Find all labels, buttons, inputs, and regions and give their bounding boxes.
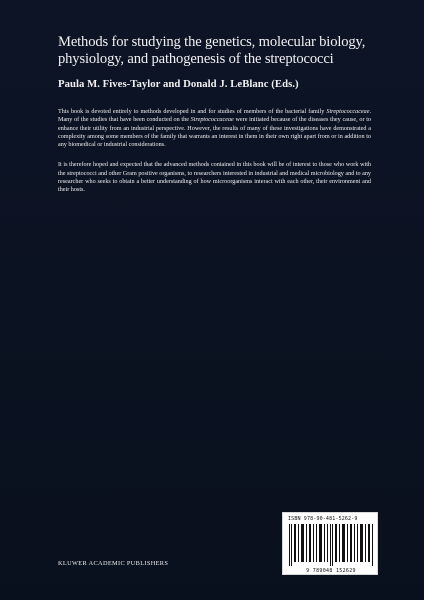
- family-name-italic-1: Streptococcaceae: [326, 109, 370, 115]
- paragraph-1-text-end: were initiated because of the diseases they cause, or to enhance their utility from an industrial perspective. However, the results of many of these investigations have demonstrated a complexity among some members of the family that warrants an interest in them in their own right apart from or in addition to any biomedical or industrial considerations.: [58, 117, 372, 149]
- book-title: Methods for studying the genetics, molecular biology, physiology, and pathogenesis of the streptococci: [58, 34, 366, 67]
- paragraph-1-text-middle: . Many of the studies that have been conducted on the: [58, 109, 371, 124]
- barcode-number: 9 789048 152629: [306, 568, 356, 574]
- family-name-italic-2: Streptococcaceae: [190, 117, 234, 124]
- isbn-barcode: [282, 512, 378, 575]
- isbn-label: ISBN 978-90-481-5262-9: [288, 516, 358, 522]
- description-paragraph-2: It is therefore hoped and expected that the advanced methods contained in this book will be of interest to those who work with the streptococci and other Gram positive organisms, to researchers interested in industrial and medical microbiology and to any researcher who seeks to obtain a better understanding of how microorganisms interact with each other, their environment and their hosts.: [58, 162, 371, 194]
- back-cover-description: [58, 108, 371, 207]
- description-paragraph-1: [58, 108, 371, 149]
- publisher-name: KLUWER ACADEMIC PUBLISHERS: [58, 560, 169, 567]
- paragraph-1-text-start: This book is devoted entirely to methods developed in and for studies of members of the bacterial family: [58, 109, 327, 115]
- barcode-bars: [287, 524, 375, 566]
- book-authors: Paula M. Fives-Taylor and Donald J. LeBlanc (Eds.): [58, 78, 299, 90]
